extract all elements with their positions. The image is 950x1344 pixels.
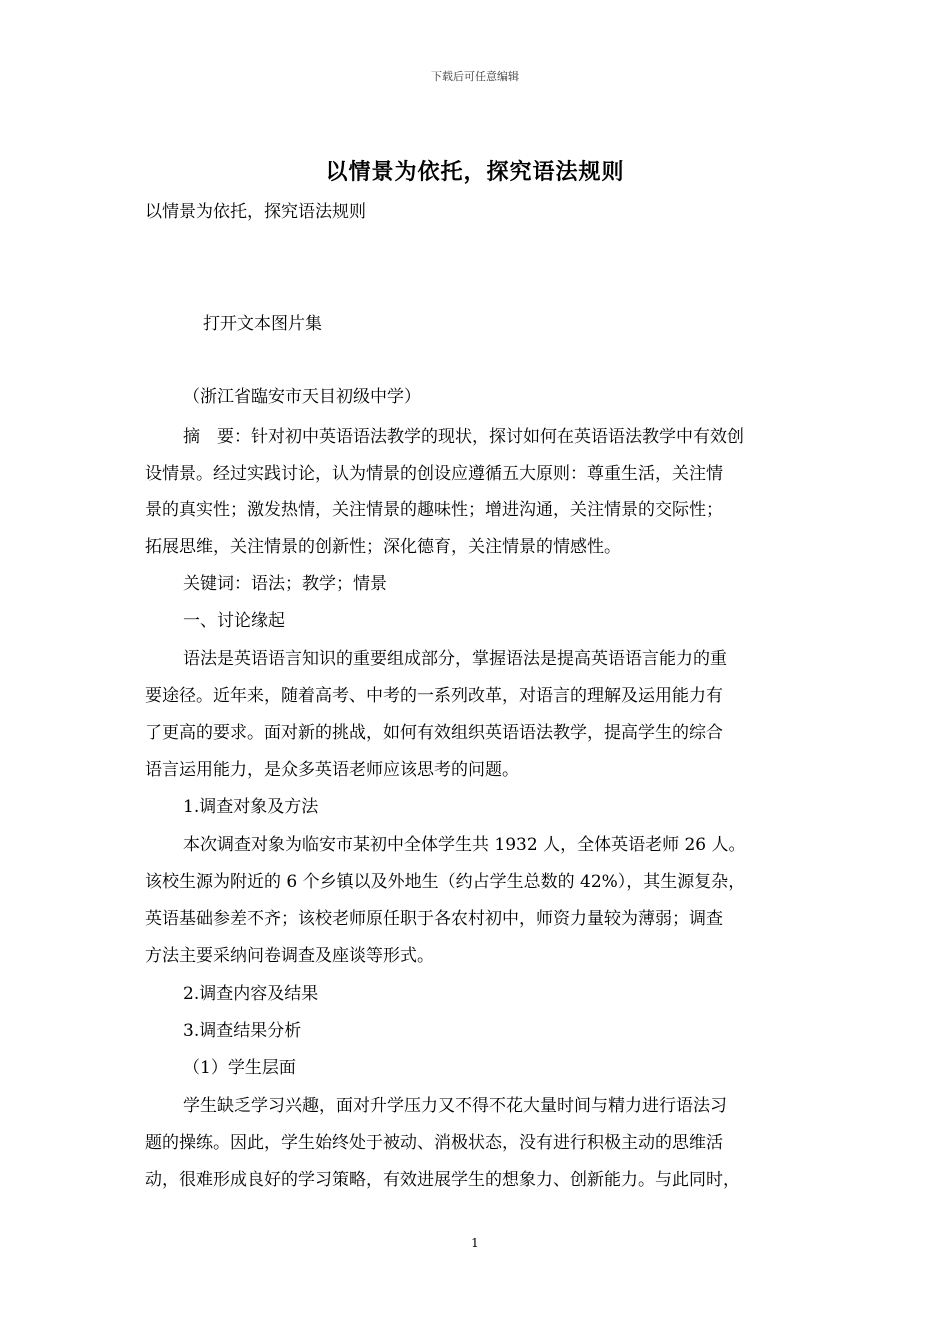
paragraph-line: 语法是英语语言知识的重要组成部分，掌握语法是提高英语语言能力的重 [183,649,727,669]
paragraph-line: 题的操练。因此，学生始终处于被动、消极状态，没有进行积极主动的思维活 [145,1133,723,1153]
abstract-line: 摘 要：针对初中英语语法教学的现状，探讨如何在英语语法教学中有效创 [183,427,744,447]
document-title: 以情景为依托，探究语法规则 [325,159,625,185]
abstract-line: 拓展思维，关注情景的创新性；深化德育，关注情景的情感性。 [145,537,621,557]
abstract-line: 景的真实性；激发热情，关注情景的趣味性；增进沟通，关注情景的交际性； [145,500,723,520]
abstract-line: 设情景。经过实践讨论，认为情景的创设应遵循五大原则：尊重生活，关注情 [145,464,723,484]
paragraph-line: 学生缺乏学习兴趣，面对升学压力又不得不花大量时间与精力进行语法习 [183,1096,727,1116]
paragraph-line: 该校生源为附近的 6 个乡镇以及外地生（约占学生总数的 42%），其生源复杂， [145,872,746,892]
paragraph-line: 语言运用能力，是众多英语老师应该思考的问题。 [145,760,519,780]
subsection-heading: 1.调查对象及方法 [183,797,319,817]
section-heading: 一、讨论缘起 [183,611,285,631]
page-number: 1 [471,1236,479,1250]
author-affiliation: （浙江省臨安市天目初级中学） [183,387,421,407]
paragraph-line: 动，很难形成良好的学习策略，有效进展学生的想象力、创新能力。与此同时， [145,1170,740,1190]
paragraph-line: 方法主要采纳问卷调查及座谈等形式。 [145,946,434,966]
paragraph-line: 英语基础参差不齐；该校老师原任职于各农村初中，师资力量较为薄弱；调查 [145,909,723,929]
paragraph-line: 了更高的要求。面对新的挑战，如何有效组织英语语法教学，提高学生的综合 [145,723,723,743]
subsection-heading: （1）学生层面 [183,1058,296,1078]
header-note: 下载后可任意编辑 [431,70,519,83]
paragraph-line: 本次调查对象为临安市某初中全体学生共 1932 人，全体英语老师 26 人。 [183,835,746,855]
keywords: 关键词：语法；教学；情景 [183,574,387,594]
subsection-heading: 3.调查结果分析 [183,1021,302,1041]
image-gallery-link[interactable]: 打开文本图片集 [203,314,322,334]
subtitle: 以情景为依托，探究语法规则 [145,202,366,222]
paragraph-line: 要途径。近年来，随着高考、中考的一系列改革，对语言的理解及运用能力有 [145,686,723,706]
subsection-heading: 2.调查内容及结果 [183,984,319,1004]
